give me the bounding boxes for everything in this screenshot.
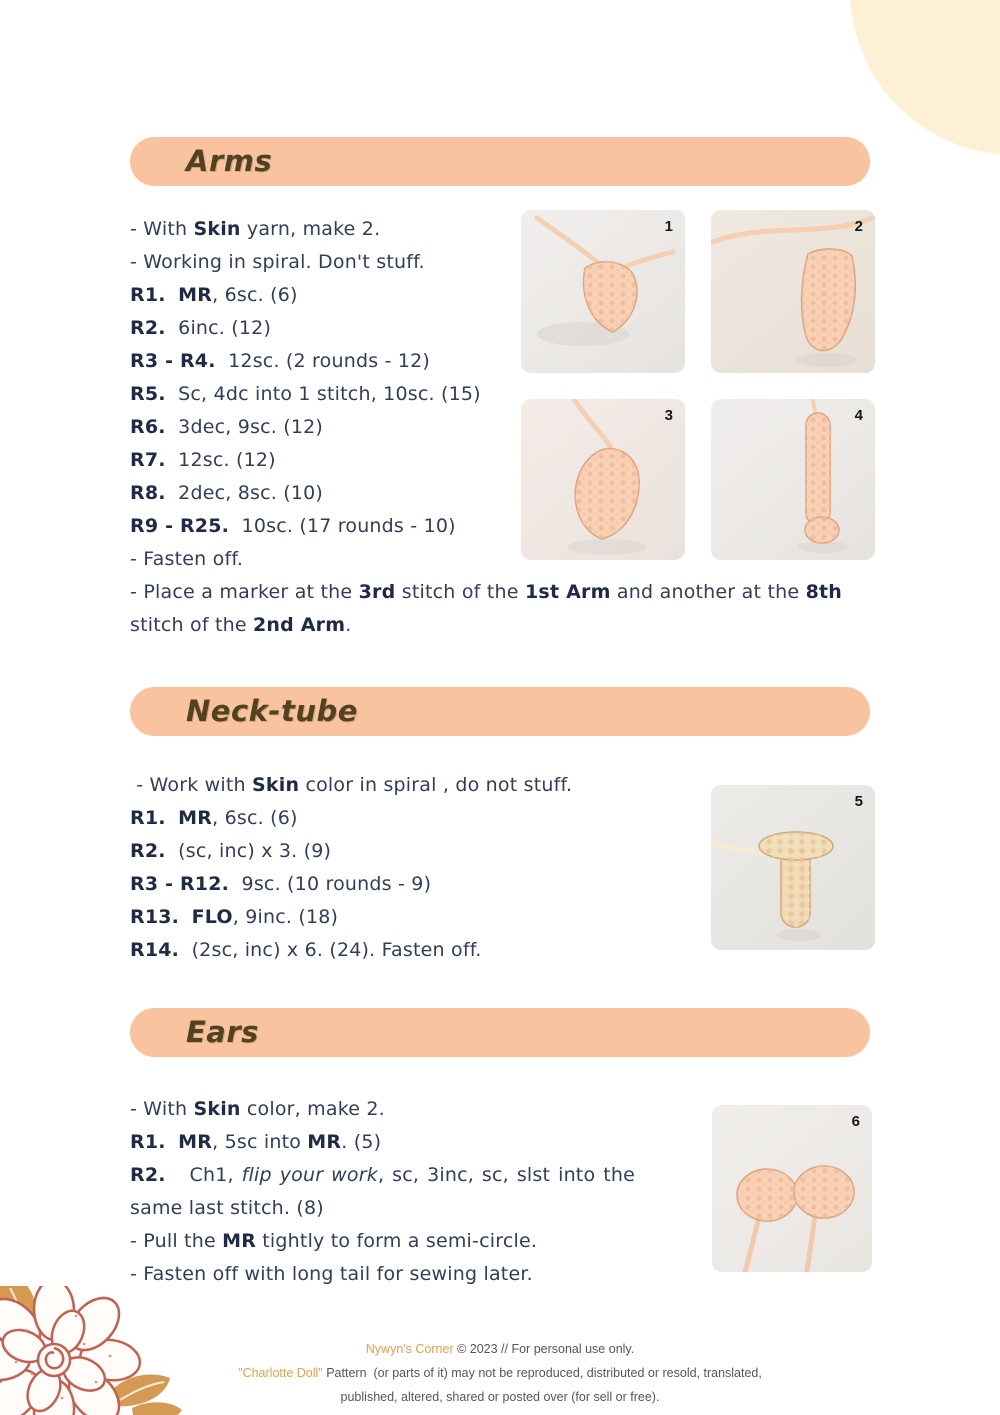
- section-title-neck-tube: Neck-tube: [186, 694, 358, 728]
- corner-blob-decoration: [850, 0, 1000, 155]
- footer-copyright: Nywyn's Corner © 2023 // For personal use only. "Charlotte Doll" Pattern (or parts of it) may not be reproduced, distributed or resold, translated, published, altered, shared or posted over (for sell or free).: [238, 1342, 762, 1404]
- arms-instructions: - With Skin yarn, make 2. - Working in spiral. Don't stuff. R1. MR, 6sc. (6) R2. 6inc. (12) R3 - R4. 12sc. (2 rounds - 12) R5. Sc, 4dc into 1 stitch, 10sc. (15) R6. 3dec, 9sc. (12) R7. 12sc. (12) R8. 2dec, 8sc. (10) R9 - R25. 10sc. (17 rounds - 10) - Fasten off. - Place a marker at the 3rd stitch of the 1st Arm and another at the 8th stitch of the 2nd Arm.: [130, 218, 843, 636]
- photo-number: 4: [854, 407, 863, 424]
- photo-number: 3: [664, 407, 673, 424]
- photo-number: 6: [851, 1113, 860, 1130]
- crochet-arm-finished-illustration: [711, 399, 875, 560]
- flower-decoration: [0, 1286, 192, 1415]
- peony-flower-icon: [0, 1286, 192, 1415]
- photo-number: 2: [854, 218, 863, 235]
- crochet-arm-pear-illustration: [521, 399, 685, 560]
- section-header-ears: [130, 1008, 870, 1057]
- neck-tube-instructions: - Work with Skin color in spiral , do not stuff. R1. MR, 6sc. (6) R2. (sc, inc) x 3. (9) R3 - R12. 9sc. (10 rounds - 9) R13. FLO, 9inc. (18) R14. (2sc, inc) x 6. (24). Fasten off.: [130, 774, 573, 961]
- photo-tile-1: [521, 210, 685, 373]
- ears-instructions: - With Skin color, make 2. R1. MR, 5sc into MR. (5) R2. Ch1, flip your work, sc, 3inc, sc, slst into the same last stitch. (8) - Pull the MR tightly to form a semi-circle. - Fasten off with long tail for sewing later.: [130, 1098, 636, 1285]
- crochet-arm-tube-illustration: [711, 210, 875, 373]
- crochet-neck-tube-illustration: [711, 785, 875, 950]
- photo-tile-5: [711, 785, 875, 950]
- crochet-arm-start-illustration: [521, 210, 685, 373]
- photo-tile-6: [712, 1105, 872, 1272]
- section-title-ears: Ears: [186, 1015, 259, 1049]
- photo-tile-3: [521, 399, 685, 560]
- photo-number: 5: [854, 793, 863, 810]
- section-header-arms: [130, 137, 870, 186]
- photo-number: 1: [664, 218, 673, 235]
- crochet-ears-illustration: [712, 1105, 872, 1272]
- section-title-arms: Arms: [186, 144, 273, 178]
- photo-tile-4: [711, 399, 875, 560]
- section-header-neck-tube: [130, 687, 870, 736]
- photo-tile-2: [711, 210, 875, 373]
